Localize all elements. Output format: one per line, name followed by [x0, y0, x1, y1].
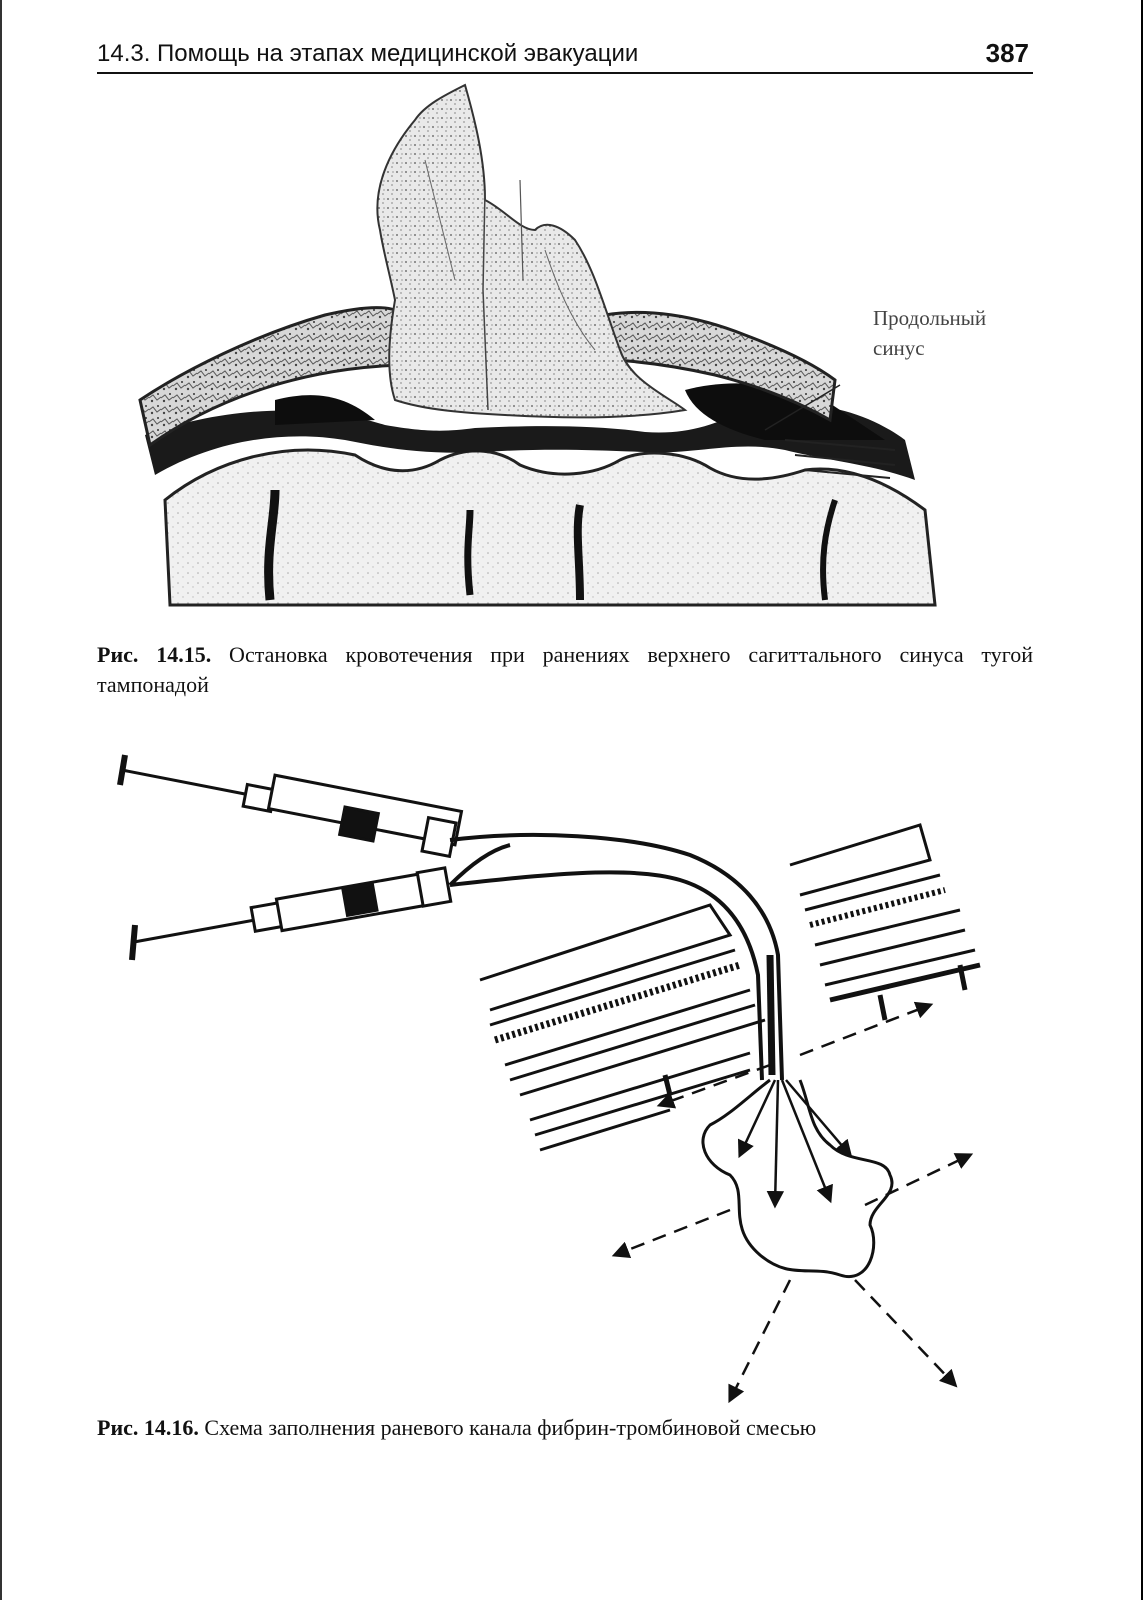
page-edge-left: [0, 0, 2, 1600]
syringe-upper: [120, 755, 461, 856]
running-title: 14.3. Помощь на этапах медицинской эвакуации: [97, 40, 639, 67]
running-header: [97, 38, 1033, 74]
dispersion-arrows: [615, 1005, 970, 1400]
page-number: 387: [985, 38, 1029, 68]
caption-text: Остановка кровотечения при ранениях верхнего сагиттального синуса тугой тампонадой: [97, 642, 1033, 697]
tissue-layers-left: [480, 905, 765, 1150]
caption-label: Рис. 14.15.: [97, 642, 212, 667]
wound-channel: [703, 1080, 892, 1277]
figure-sinus-tamponade: [125, 80, 1040, 625]
flow-arrows: [740, 1080, 850, 1205]
caption-figure-14-15: [97, 640, 1033, 700]
caption-text: Схема заполнения раневого канала фибрин-тромбиновой смесью: [198, 1415, 817, 1440]
caption-figure-14-16: [97, 1413, 1033, 1443]
tamponade-gauze: [377, 85, 685, 417]
brain-surface: [165, 450, 935, 605]
figure-wound-channel-filling: [110, 735, 990, 1405]
tissue-layers-right: [790, 825, 980, 1020]
caption-label: Рис. 14.16.: [97, 1415, 199, 1440]
annotation-line-1: Продольный: [873, 306, 987, 330]
annotation-line-2: синус: [873, 336, 925, 360]
syringe-lower: [132, 868, 451, 960]
page-edge-right: [1141, 0, 1143, 1600]
